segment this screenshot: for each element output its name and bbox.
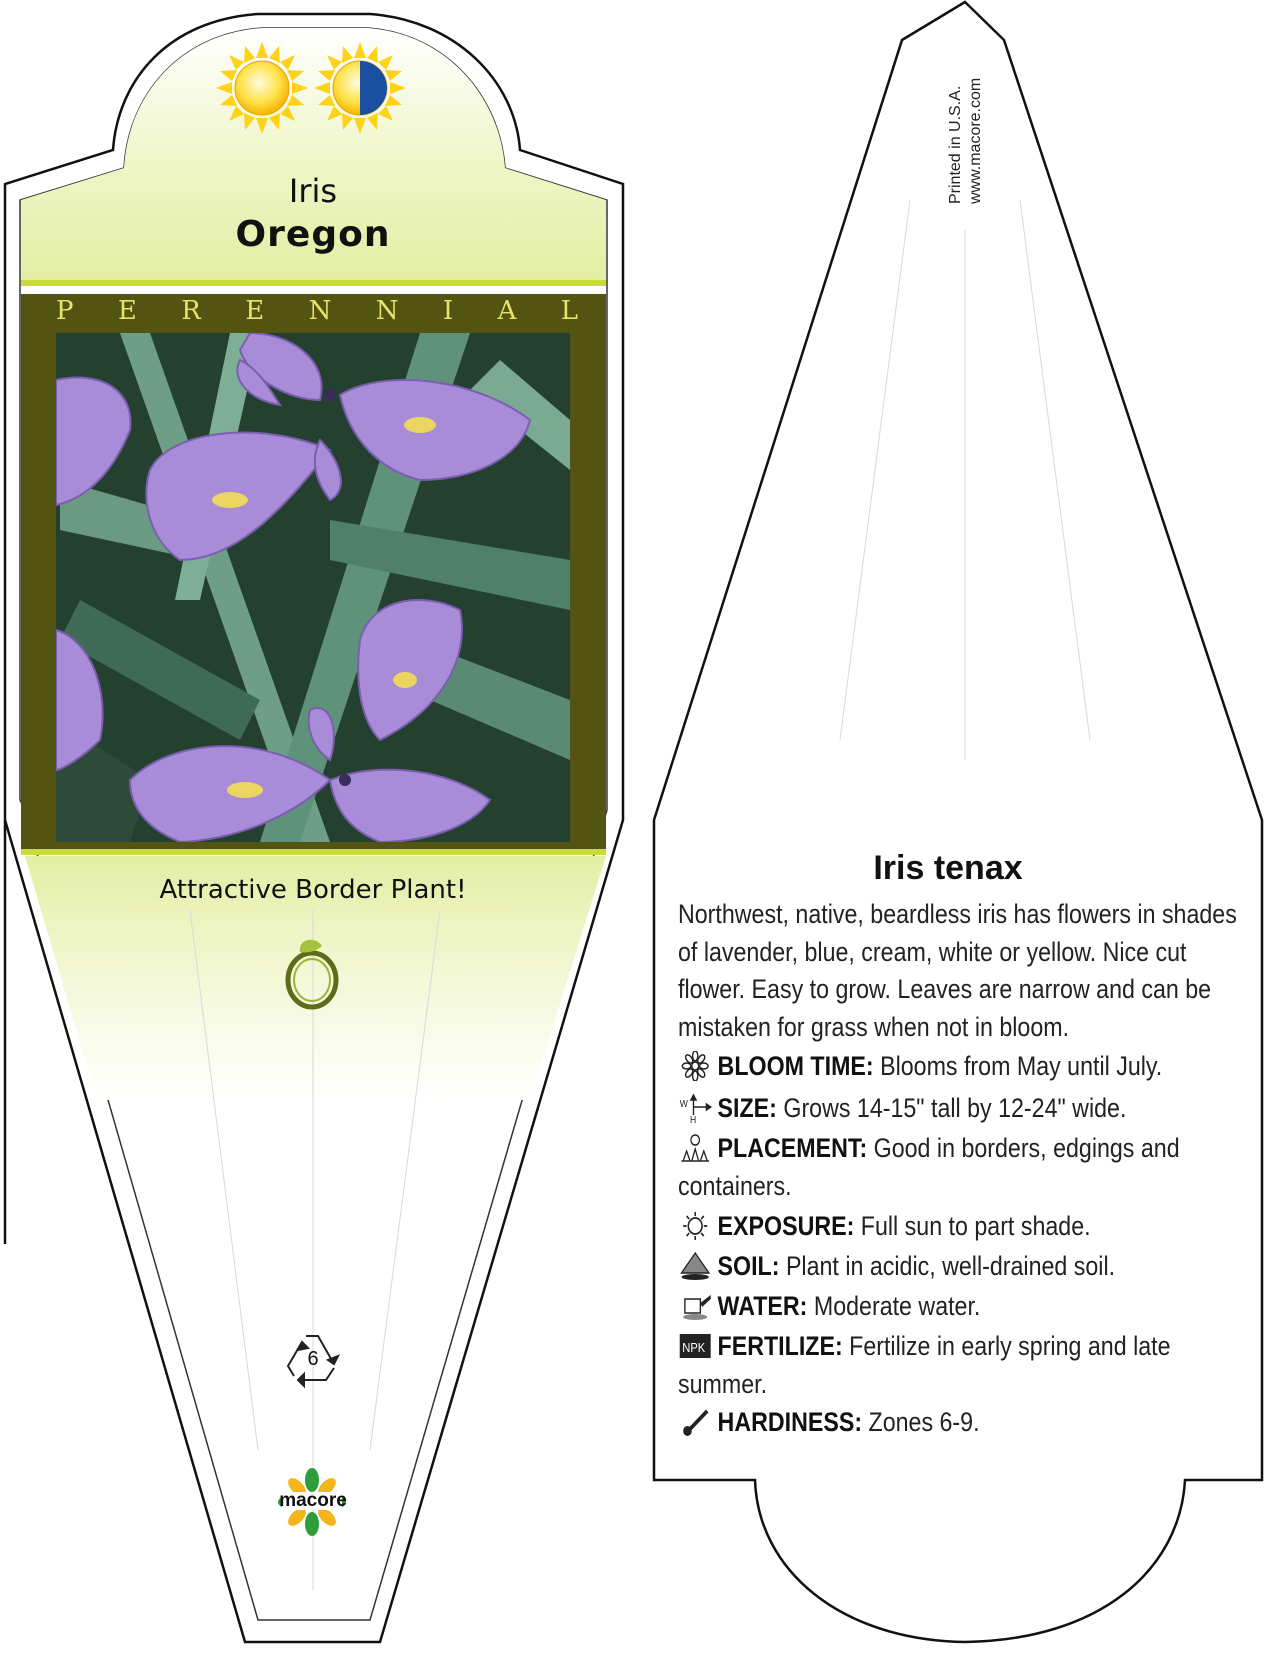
placement-icon xyxy=(678,1133,714,1163)
part-shade-icon xyxy=(314,42,406,134)
attr-text: Plant in acidic, well-drained soil. xyxy=(785,1251,1116,1281)
attr-label: PLACEMENT: xyxy=(717,1133,868,1163)
attr-label: SOIL: xyxy=(717,1251,780,1281)
attr-text: Grows 14-15" tall by 12-24" wide. xyxy=(783,1093,1127,1123)
attr-label: SIZE: xyxy=(717,1093,777,1123)
npk-icon xyxy=(678,1331,714,1361)
website: www.macore.com xyxy=(967,77,984,204)
category-letter: A xyxy=(497,296,517,326)
attr-label: WATER: xyxy=(717,1291,808,1321)
attr-exposure xyxy=(678,1208,1237,1246)
attr-label: BLOOM TIME: xyxy=(717,1051,874,1081)
attr-water xyxy=(678,1288,1237,1326)
attr-text: Full sun to part shade. xyxy=(860,1211,1091,1241)
plant-variety-name: Oregon xyxy=(235,214,391,255)
attr-text: Good in borders, edgings and containers. xyxy=(678,1133,1180,1201)
svg-text:W: W xyxy=(679,1098,688,1110)
printed-in-usa: Printed in U.S.A. xyxy=(947,85,964,204)
botanical-name: Iris tenax xyxy=(873,849,1023,887)
attr-size xyxy=(678,1090,1237,1128)
flower-icon xyxy=(678,1051,714,1081)
print-info xyxy=(945,50,984,210)
brand-name: macore xyxy=(279,1490,347,1511)
size-arrows-icon xyxy=(678,1093,714,1123)
svg-text:H: H xyxy=(690,1114,697,1123)
attr-text: Fertilize in early spring and late summer. xyxy=(678,1331,1171,1399)
thermometer-icon xyxy=(678,1407,714,1437)
attr-placement xyxy=(678,1130,1237,1205)
category-banner xyxy=(56,296,578,326)
soil-icon xyxy=(678,1251,714,1281)
category-letter: P xyxy=(56,296,74,326)
plant-common-name: Iris xyxy=(288,172,338,210)
category-letter: R xyxy=(181,296,201,326)
category-letter: L xyxy=(560,296,578,326)
attr-text: Blooms from May until July. xyxy=(880,1051,1163,1081)
recycle-number: 6 xyxy=(307,1348,319,1370)
category-letter: I xyxy=(442,296,454,326)
category-letter: E xyxy=(245,296,265,326)
attr-bloom-time xyxy=(678,1048,1237,1086)
attr-text: Zones 6-9. xyxy=(868,1407,980,1437)
attr-fertilize xyxy=(678,1328,1237,1403)
tagline: Attractive Border Plant! xyxy=(159,875,467,905)
attr-label: HARDINESS: xyxy=(717,1407,863,1437)
category-letter: N xyxy=(308,296,332,326)
watering-can-icon xyxy=(678,1291,714,1321)
attr-hardiness xyxy=(678,1404,1237,1442)
attr-soil xyxy=(678,1248,1237,1286)
sun-exposure-icon xyxy=(678,1211,714,1241)
full-sun-icon xyxy=(216,42,308,134)
attr-text: Moderate water. xyxy=(813,1291,981,1321)
category-letter: N xyxy=(375,296,399,326)
attr-label: FERTILIZE: xyxy=(717,1331,843,1361)
iris-photo xyxy=(56,333,570,842)
plant-description: Northwest, native, beardless iris has flowers in shades of lavender, blue, cream, white or yellow. Nice cut flower. Easy to grow. Leaves are narrow and can be mistaken for grass when not in bloom. xyxy=(678,899,1237,1042)
attr-label: EXPOSURE: xyxy=(717,1211,855,1241)
svg-text:NPK: NPK xyxy=(682,1340,706,1356)
category-letter: E xyxy=(117,296,137,326)
